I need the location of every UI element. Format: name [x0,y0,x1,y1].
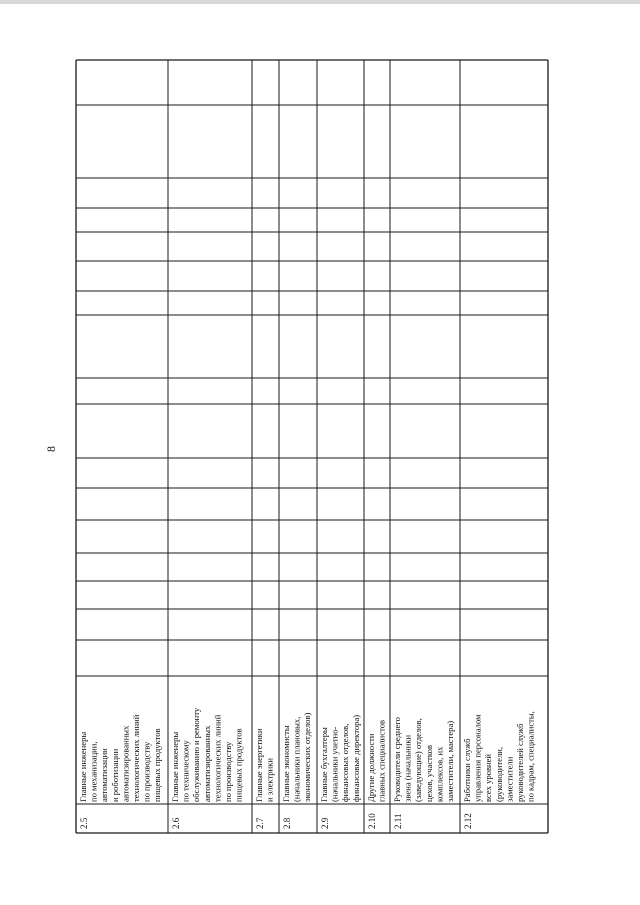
page-number: 8 [44,446,58,452]
row-label-line: пищевых продуктов [233,728,244,802]
row-label-line: управления персоналом [472,714,483,802]
row-label-line: Другие должности [366,733,376,802]
row-label-line: звена (начальники [402,734,413,802]
row-label-line: пищевых продуктов [152,728,163,802]
row-label-line: автоматизированных [120,725,131,802]
row-label-line: цехов, участков [423,744,434,802]
row-label-line: заместители [504,756,515,802]
row-label-line: заместители, мастера) [445,720,455,802]
row-label-line: автоматизации [99,748,110,802]
row-label-line: технологических линий [131,714,141,802]
row-label-line: по производству [141,741,152,802]
row-label-line: по механизации, [88,741,99,802]
row-number: 2.10 [367,813,377,829]
row-label-line: Главные энергетики [254,728,264,802]
row-label-line: и роботизации [109,748,120,802]
row-label-line: по производству [223,741,233,802]
row-label-line: Главные бухгалтеры [319,727,329,802]
row-label-line: Главные инженеры [78,731,88,802]
row-number: 2.7 [255,817,265,829]
row-label-line: комплексов, их [434,746,445,802]
row-number: 2.6 [171,817,181,829]
row-number: 2.5 [79,817,89,829]
row-number: 2.11 [393,813,403,829]
row-label-line: по техническому [180,740,191,802]
row-label-line: экономических отделов) [302,712,313,802]
row-label-line: по кадрам, специалисты, [525,711,536,802]
row-label-line: (начальники учетно- [329,726,340,802]
row-label-line: финансовых отделов, [340,723,351,802]
row-number: 2.9 [320,817,330,829]
row-number: 2.8 [282,817,292,829]
row-label-line: (заведующие) отделов, [413,718,424,802]
row-label-line: Главные экономисты [281,725,291,802]
row-label-line: финансовые директора) [350,714,361,802]
row-label-line: всех уровней [483,753,494,802]
row-label-line: (руководители, [493,746,504,802]
row-label-line: Главные инженеры [170,731,180,802]
row-label-line: (начальники плановых, [291,716,302,802]
row-label-line: Работники служб [462,738,472,802]
row-label-line: главных специалистов [376,719,387,802]
row-label-line: Руководители среднего [392,717,402,802]
row-label-line: руководителей служб [515,723,525,802]
row-label-line: и электрики [264,758,275,802]
row-label-line: технологических линий [212,714,223,802]
row-label-line: обслуживанию и ремонту [191,707,202,802]
row-number: 2.12 [463,813,473,829]
row-label-line: автоматизированных [201,725,212,802]
